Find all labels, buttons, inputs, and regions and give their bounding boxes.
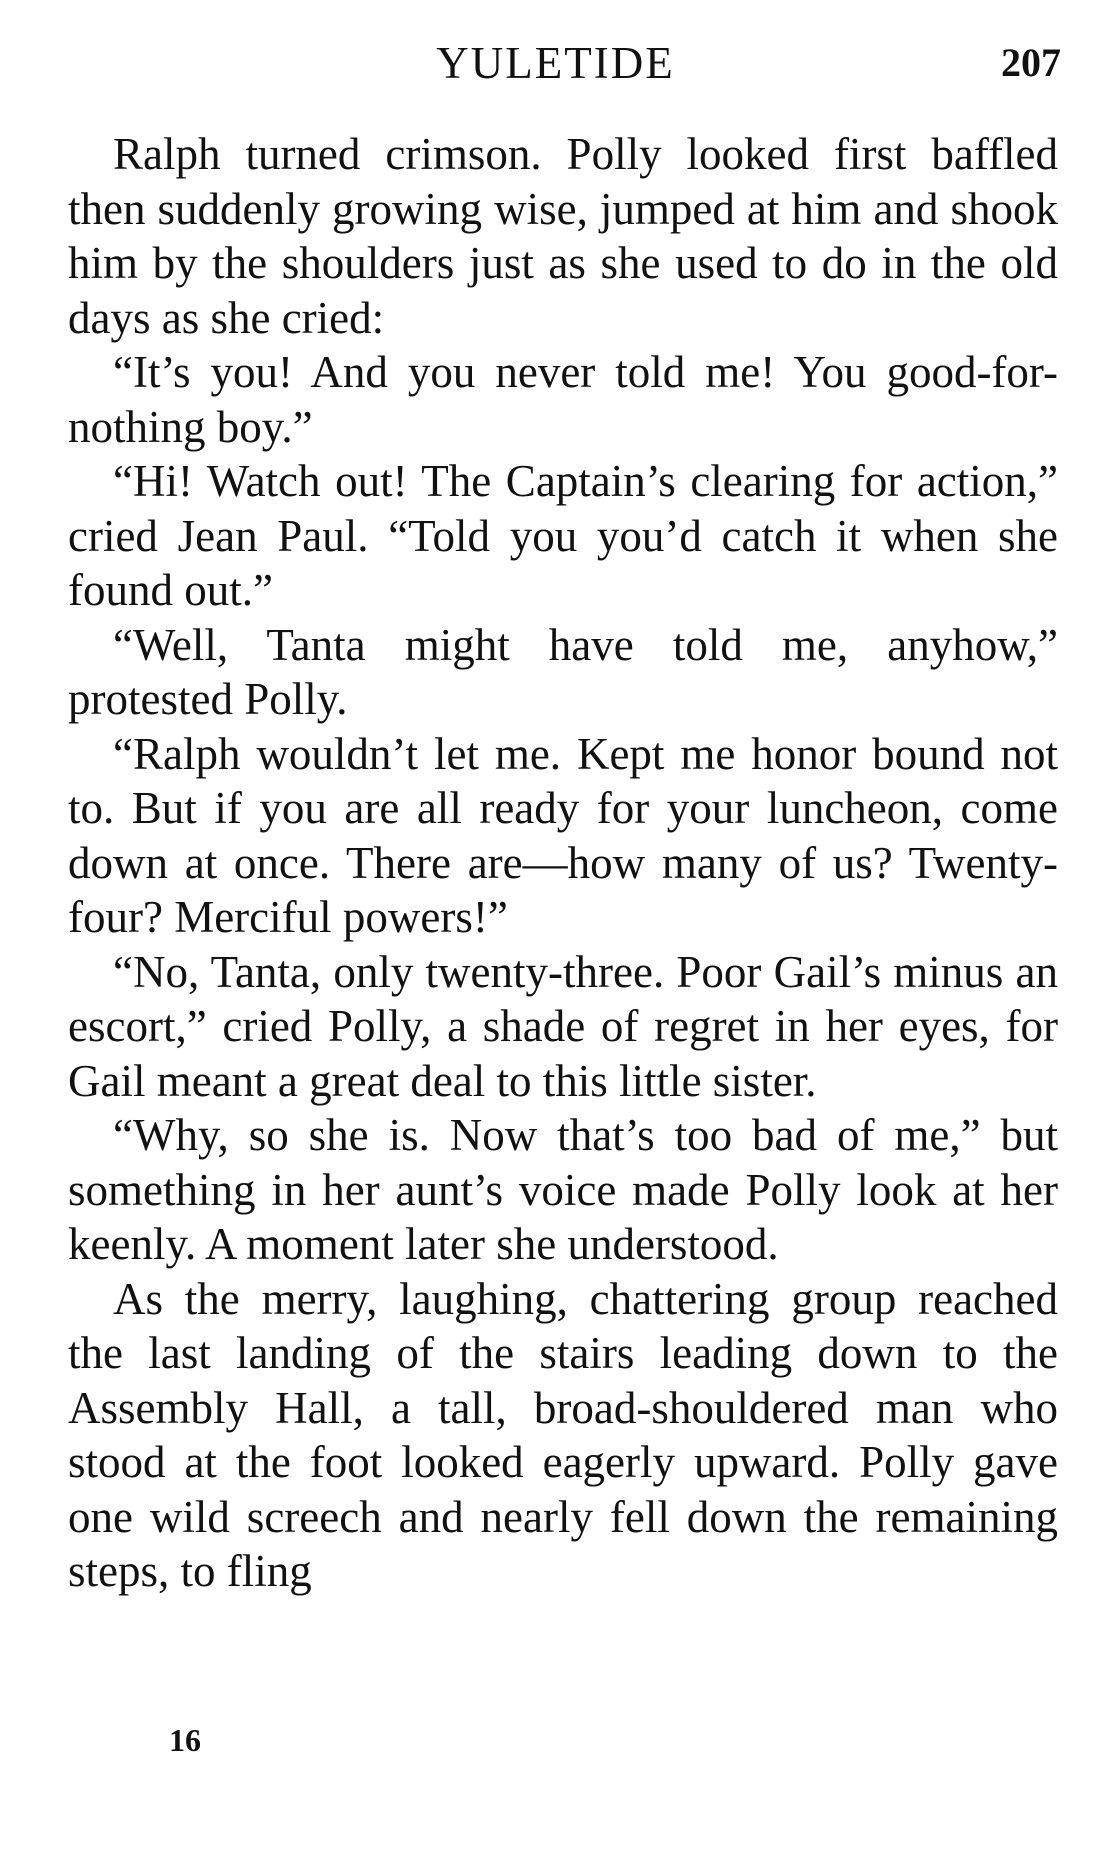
paragraph: “No, Tanta, only twenty-three. Poor Gail’s minus an escort,” cried Polly, a shade of regret in her eyes, for Gail meant a great deal to this little sister. <box>68 946 1058 1106</box>
paragraph: “Hi! Watch out! The Captain’s clearing for action,” cried Jean Paul. “Told you you’d catch it when she found out.” <box>68 456 1058 615</box>
paragraph: “It’s you! And you never told me! You good-for-nothing boy.” <box>68 347 1058 452</box>
paragraph: “Well, Tanta might have told me, anyhow,” protested Polly. <box>68 619 1058 724</box>
running-title: YULETIDE <box>436 38 675 88</box>
signature-mark: 16 <box>169 1722 201 1758</box>
paragraph: As the merry, laughing, chattering group reached the last landing of the stairs leading down to the Assembly Hall, a tall, broad-shouldered man who stood at the foot looked eagerly upward. Polly gave one wild screech and nearly fell down the remaining steps, to fling <box>68 1273 1058 1596</box>
paragraph: “Ralph wouldn’t let me. Kept me honor bound not to. But if you are all ready for your luncheon, come down at once. There are—how many of us? Twenty-four? Merciful powers!” <box>68 728 1058 942</box>
page-number: 207 <box>1001 40 1061 85</box>
paragraph: Ralph turned crimson. Polly looked first baffled then suddenly growing wise, jumped at him and shook him by the shoulders just as she used to do in the old days as she cried: <box>68 129 1058 343</box>
body-text <box>68 127 1058 1599</box>
paragraph: “Why, so she is. Now that’s too bad of me,” but something in her aunt’s voice made Polly look at her keenly. A moment later she understood. <box>68 1110 1058 1269</box>
